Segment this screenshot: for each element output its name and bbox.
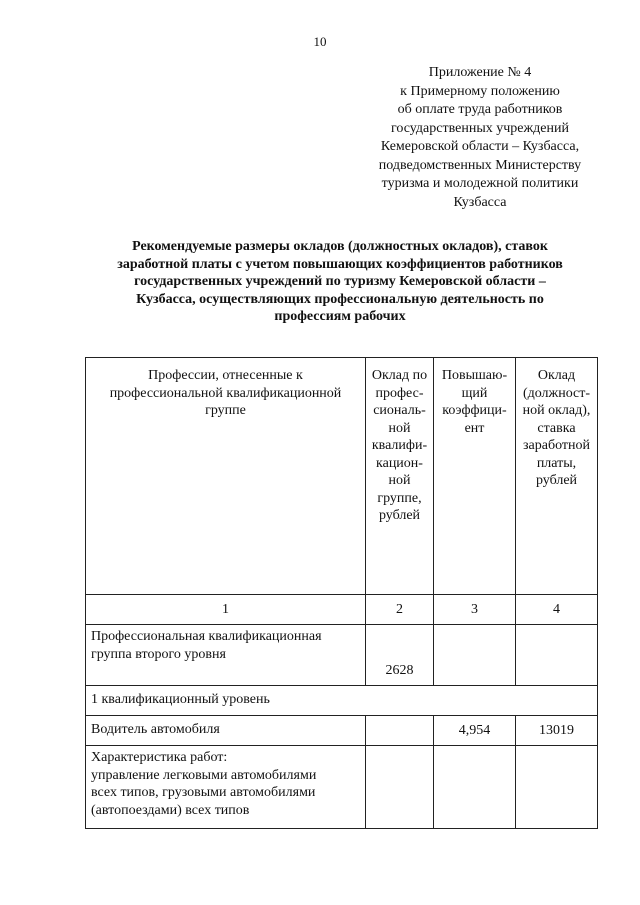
work-description: Характеристика работ: управление легковыми автомобилями всех типов, грузовыми автомобилями (автопоездами) всех типов <box>85 745 366 829</box>
column-number-3: 3 <box>433 594 516 625</box>
appendix-line: государственных учреждений <box>391 120 569 136</box>
title-line: Рекомендуемые размеры окладов (должностных окладов), ставок <box>132 239 548 254</box>
group-coefficient-empty <box>433 624 516 686</box>
page-number: 10 <box>313 34 327 49</box>
driver-base-empty <box>365 715 434 746</box>
description-empty-3 <box>433 745 516 829</box>
group-label: Профессиональная квалификационная группа второго уровня <box>85 624 366 686</box>
appendix-line: туризма и молодежной политики <box>381 176 579 191</box>
appendix-line: подведомственных Министерству <box>378 157 582 173</box>
header-coefficient: Повышаю- щий коэффици- ент <box>433 357 516 595</box>
appendix-line: Кемеровской области – Кузбасса, <box>380 139 580 154</box>
appendix-line: к Примерному положению <box>400 83 560 99</box>
appendix-line: об оплате труда работников <box>397 102 563 117</box>
header-base-salary: Оклад по профес- сиональ- ной квалифи- кацион- ной группе, рублей <box>365 357 434 595</box>
group-final-empty <box>515 624 598 686</box>
column-number-4: 4 <box>515 594 598 625</box>
description-empty-2 <box>365 745 434 829</box>
appendix-line: Приложение № 4 <box>428 65 532 80</box>
appendix-note <box>360 64 600 212</box>
description-empty-4 <box>515 745 598 829</box>
driver-label: Водитель автомобиля <box>85 715 366 746</box>
driver-coefficient: 4,954 <box>433 715 516 746</box>
driver-salary: 13019 <box>515 715 598 746</box>
header-final-salary: Оклад (должност- ной оклад), ставка заработной платы, рублей <box>515 357 598 595</box>
title-line: профессиям рабочих <box>274 309 406 324</box>
title-line: Кузбасса, осуществляющих профессиональную деятельность по <box>136 291 544 307</box>
document-title <box>90 238 590 326</box>
title-line: заработной платы с учетом повышающих коэффициентов работников <box>117 256 563 272</box>
appendix-line: Кузбасса <box>453 194 507 210</box>
group-base-salary: 2628 <box>365 624 434 686</box>
header-profession: Профессии, отнесенные к профессиональной квалификационной группе <box>85 357 366 595</box>
column-number-2: 2 <box>365 594 434 625</box>
title-line: государственных учреждений по туризму Кемеровской области – <box>134 274 546 289</box>
level-label: 1 квалификационный уровень <box>85 685 598 716</box>
salary-table <box>85 357 598 829</box>
column-number-1: 1 <box>85 594 366 625</box>
